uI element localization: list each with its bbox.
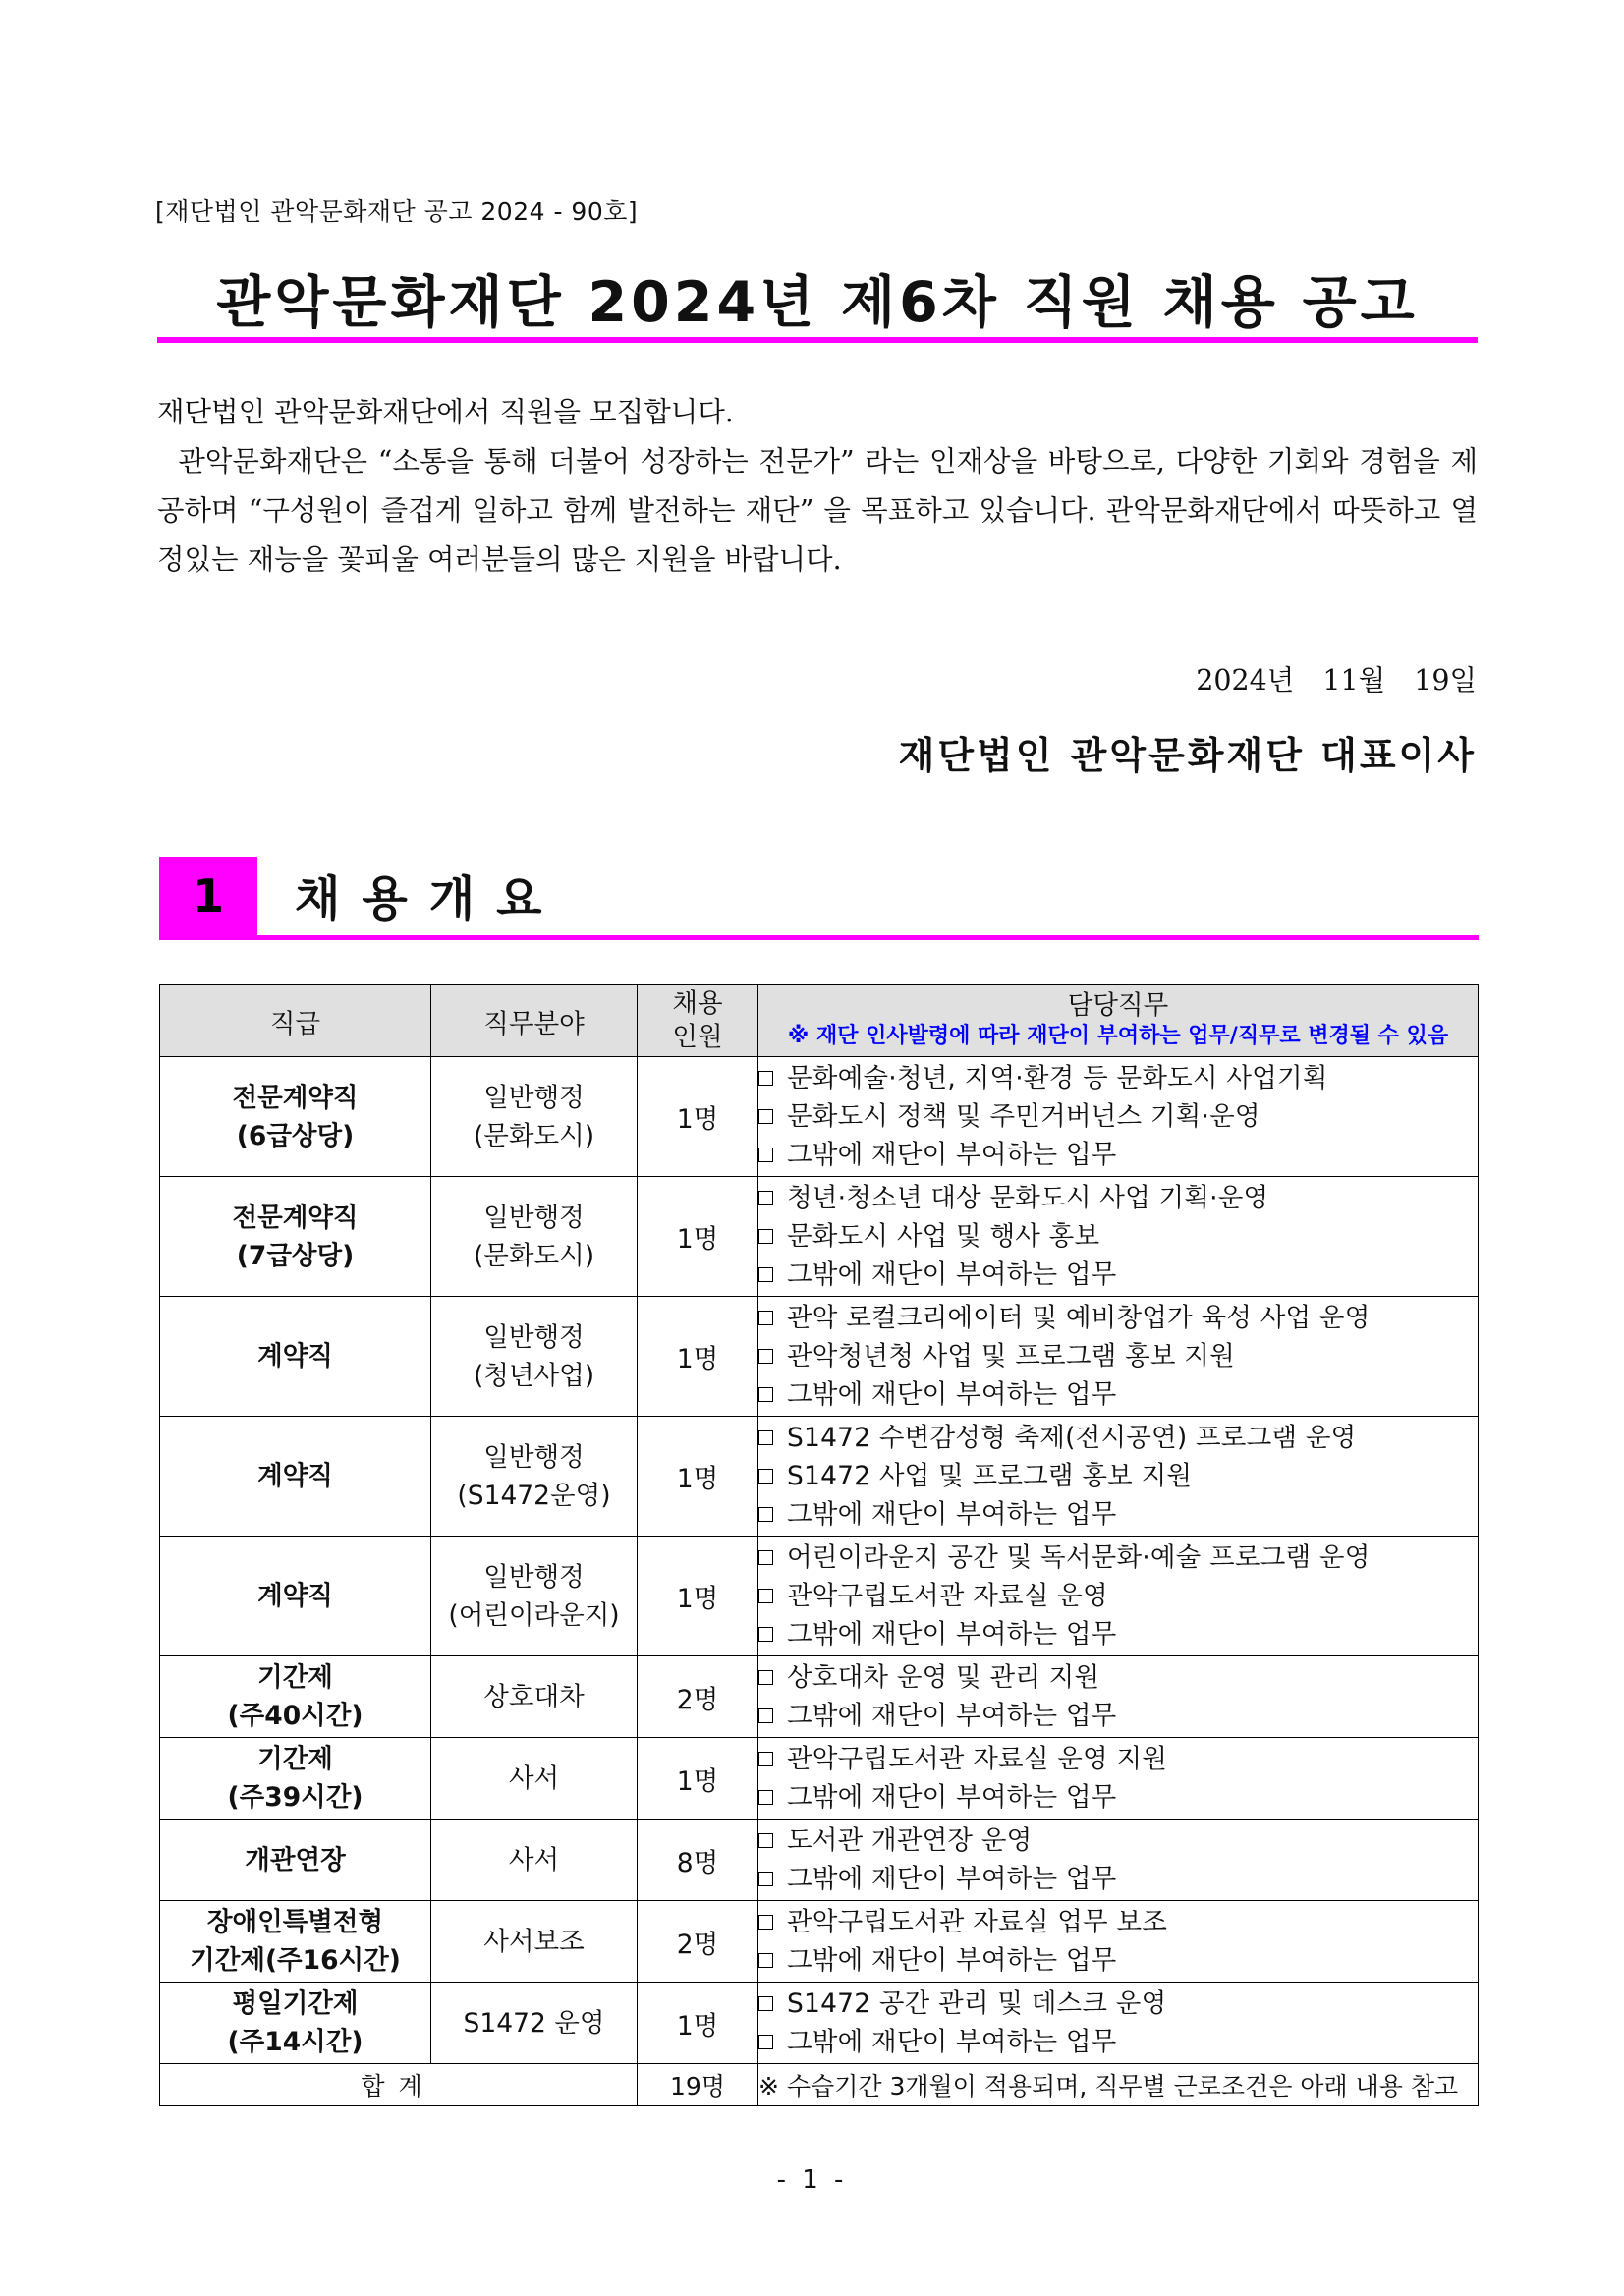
- recruitment-table: [159, 984, 1479, 2106]
- field-text: 일반행정: [483, 1082, 585, 1113]
- checkbox-square-icon: [758, 1267, 773, 1282]
- grade-text: 전문계약직: [232, 1082, 359, 1113]
- grade-text: 계약직: [257, 1341, 333, 1372]
- cell-field: [431, 1820, 638, 1901]
- checkbox-square-icon: [758, 1229, 773, 1244]
- duty-text: 도서관 개관연장 운영: [787, 1825, 1033, 1856]
- cell-grade: [160, 1417, 431, 1537]
- checkbox-square-icon: [758, 1790, 773, 1805]
- cell-grade: [160, 1901, 431, 1983]
- grade-text: 장애인특별전형: [206, 1907, 384, 1937]
- duty-item: [758, 1697, 1478, 1735]
- cell-field: [431, 1901, 638, 1983]
- cell-grade: [160, 1057, 431, 1177]
- cell-field: [431, 1417, 638, 1537]
- cell-duties: [758, 1297, 1479, 1417]
- duty-item: [758, 1860, 1478, 1898]
- cell-field: [431, 1738, 638, 1820]
- grade-text: (주40시간): [227, 1701, 364, 1731]
- duty-text: 문화예술·청년, 지역·환경 등 문화도시 사업기획: [787, 1063, 1328, 1093]
- announcement-date: 2024년 11월 19일: [1196, 664, 1477, 697]
- field-text: 일반행정: [483, 1441, 585, 1473]
- header-count-line1: 채용: [672, 988, 723, 1019]
- field-text: 사서: [508, 1844, 560, 1876]
- duty-text: S1472 사업 및 프로그램 홍보 지원: [787, 1461, 1193, 1491]
- checkbox-square-icon: [758, 1627, 773, 1642]
- page-number: - 1 -: [776, 2165, 848, 2195]
- duty-text: 그밖에 재단이 부여하는 업무: [787, 1701, 1117, 1731]
- table-row: [160, 1057, 1479, 1177]
- cell-count: 1명: [638, 1537, 758, 1656]
- checkbox-square-icon: [758, 1708, 773, 1723]
- duty-item: [758, 1179, 1478, 1217]
- duty-item: [758, 1217, 1478, 1256]
- duty-item: [758, 1985, 1478, 2023]
- page-title: 관악문화재단 2024년 제6차 직원 채용 공고: [216, 270, 1419, 335]
- table-row: [160, 1983, 1479, 2064]
- cell-field: [431, 1057, 638, 1177]
- cell-count: 2명: [638, 1901, 758, 1983]
- cell-duties: [758, 1820, 1479, 1901]
- title-divider: [157, 337, 1478, 343]
- cell-duties: [758, 1983, 1479, 2064]
- grade-text: 계약직: [257, 1581, 333, 1611]
- field-text: (어린이라운지): [448, 1599, 620, 1631]
- duty-text: 그밖에 재단이 부여하는 업무: [787, 1619, 1117, 1650]
- total-label: 합계: [160, 2064, 638, 2106]
- checkbox-square-icon: [758, 1996, 773, 2011]
- cell-field: [431, 1177, 638, 1297]
- duty-item: [758, 1821, 1478, 1860]
- cell-field: [431, 1656, 638, 1738]
- grade-text: 개관연장: [245, 1844, 346, 1876]
- duty-text: S1472 공간 관리 및 데스크 운영: [787, 1988, 1167, 2019]
- header-count: [638, 985, 758, 1057]
- checkbox-square-icon: [758, 2035, 773, 2049]
- header-duties: [758, 985, 1479, 1057]
- grade-text: 평일기간제: [232, 1988, 359, 2019]
- field-text: 상호대차: [483, 1681, 585, 1712]
- grade-text: 기간제(주16시간): [190, 1945, 401, 1976]
- total-count: 19명: [638, 2064, 758, 2106]
- section-divider: [159, 935, 1479, 940]
- notice-number: [재단법인 관악문화재단 공고 2024 - 90호]: [155, 197, 639, 226]
- grade-text: (6급상당): [236, 1120, 355, 1151]
- field-text: 사서보조: [483, 1926, 585, 1957]
- cell-duties: [758, 1656, 1479, 1738]
- duty-item: [758, 1419, 1478, 1457]
- header-grade: 직급: [160, 985, 431, 1057]
- cell-duties: [758, 1057, 1479, 1177]
- cell-field: [431, 1983, 638, 2064]
- duty-text: 청년·청소년 대상 문화도시 사업 기획·운영: [787, 1183, 1269, 1213]
- checkbox-square-icon: [758, 1872, 773, 1886]
- table-row: [160, 1537, 1479, 1656]
- table-total-row: [160, 2064, 1479, 2106]
- checkbox-square-icon: [758, 1833, 773, 1848]
- field-text: (문화도시): [473, 1120, 595, 1151]
- duty-text: 관악구립도서관 자료실 운영: [787, 1581, 1108, 1611]
- duty-text: 어린이라운지 공간 및 독서문화·예술 프로그램 운영: [787, 1542, 1371, 1573]
- cell-duties: [758, 1738, 1479, 1820]
- field-text: 사서: [508, 1763, 560, 1794]
- cell-count: 1명: [638, 1738, 758, 1820]
- cell-duties: [758, 1177, 1479, 1297]
- checkbox-square-icon: [758, 1507, 773, 1522]
- table-row: [160, 1738, 1479, 1820]
- cell-grade: [160, 1738, 431, 1820]
- duty-item: [758, 1375, 1478, 1414]
- cell-field: [431, 1537, 638, 1656]
- duty-item: [758, 1539, 1478, 1577]
- duty-text: 그밖에 재단이 부여하는 업무: [787, 1864, 1117, 1894]
- grade-text: 기간제: [257, 1662, 333, 1693]
- checkbox-square-icon: [758, 1752, 773, 1766]
- table-row: [160, 1656, 1479, 1738]
- duty-item: [758, 1299, 1478, 1337]
- table-row: [160, 1297, 1479, 1417]
- intro-text: [157, 388, 1478, 585]
- duty-item: [758, 1658, 1478, 1697]
- header-field: 직무분야: [431, 985, 638, 1057]
- duty-text: 문화도시 정책 및 주민거버넌스 기획·운영: [787, 1101, 1260, 1132]
- table-row: [160, 1820, 1479, 1901]
- grade-text: (주14시간): [227, 2027, 364, 2057]
- header-duties-label: 담당직무: [1067, 990, 1169, 1021]
- duty-item: [758, 1577, 1478, 1615]
- grade-text: 계약직: [257, 1461, 333, 1491]
- field-text: 일반행정: [483, 1321, 585, 1353]
- grade-text: 전문계약직: [232, 1202, 359, 1233]
- duty-text: 관악구립도서관 자료실 업무 보조: [787, 1907, 1168, 1937]
- duty-text: 그밖에 재단이 부여하는 업무: [787, 1379, 1117, 1410]
- cell-duties: [758, 1901, 1479, 1983]
- field-text: (문화도시): [473, 1240, 595, 1271]
- checkbox-square-icon: [758, 1469, 773, 1484]
- duty-text: 그밖에 재단이 부여하는 업무: [787, 1945, 1117, 1976]
- checkbox-square-icon: [758, 1915, 773, 1930]
- duty-item: [758, 1495, 1478, 1534]
- table-header-row: [160, 985, 1479, 1057]
- cell-count: 2명: [638, 1656, 758, 1738]
- total-note: ※ 수습기간 3개월이 적용되며, 직무별 근로조건은 아래 내용 참고: [758, 2064, 1479, 2106]
- duty-text: 그밖에 재단이 부여하는 업무: [787, 1260, 1117, 1290]
- signer: 재단법인 관악문화재단 대표이사: [898, 734, 1477, 777]
- table-row: [160, 1417, 1479, 1537]
- cell-grade: [160, 1656, 431, 1738]
- header-duties-note: ※ 재단 인사발령에 따라 재단이 부여하는 업무/직무로 변경될 수 있음: [787, 1024, 1449, 1048]
- duty-item: [758, 1740, 1478, 1778]
- cell-grade: [160, 1177, 431, 1297]
- duty-text: 그밖에 재단이 부여하는 업무: [787, 2027, 1117, 2057]
- checkbox-square-icon: [758, 1311, 773, 1325]
- duty-text: 그밖에 재단이 부여하는 업무: [787, 1499, 1117, 1530]
- header-count-line2: 인원: [672, 1022, 723, 1052]
- grade-text: (7급상당): [236, 1240, 355, 1271]
- table-row: [160, 1177, 1479, 1297]
- duty-item: [758, 1136, 1478, 1174]
- duty-item: [758, 1256, 1478, 1294]
- table-body: [160, 1057, 1479, 2106]
- duty-item: [758, 1941, 1478, 1980]
- cell-field: [431, 1297, 638, 1417]
- checkbox-square-icon: [758, 1953, 773, 1968]
- duty-text: 문화도시 사업 및 행사 홍보: [787, 1221, 1100, 1252]
- field-text: (청년사업): [473, 1360, 595, 1391]
- duty-text: 그밖에 재단이 부여하는 업무: [787, 1782, 1117, 1813]
- checkbox-square-icon: [758, 1430, 773, 1445]
- checkbox-square-icon: [758, 1148, 773, 1162]
- duty-item: [758, 1903, 1478, 1941]
- cell-grade: [160, 1820, 431, 1901]
- checkbox-square-icon: [758, 1589, 773, 1603]
- duty-text: 그밖에 재단이 부여하는 업무: [787, 1140, 1117, 1170]
- grade-text: 기간제: [257, 1744, 333, 1774]
- duty-item: [758, 1337, 1478, 1375]
- checkbox-square-icon: [758, 1670, 773, 1685]
- field-text: (S1472운영): [457, 1480, 611, 1511]
- duty-text: 관악청년청 사업 및 프로그램 홍보 지원: [787, 1341, 1235, 1372]
- duty-item: [758, 2023, 1478, 2061]
- cell-count: 8명: [638, 1820, 758, 1901]
- section-number: 1: [159, 857, 257, 935]
- table-row: [160, 1901, 1479, 1983]
- cell-duties: [758, 1537, 1479, 1656]
- cell-count: 1명: [638, 1057, 758, 1177]
- grade-text: (주39시간): [227, 1782, 364, 1813]
- duty-item: [758, 1778, 1478, 1817]
- checkbox-square-icon: [758, 1387, 773, 1402]
- cell-grade: [160, 1297, 431, 1417]
- field-text: 일반행정: [483, 1561, 585, 1593]
- duty-item: [758, 1097, 1478, 1136]
- duty-item: [758, 1615, 1478, 1653]
- checkbox-square-icon: [758, 1550, 773, 1565]
- intro-lead: 재단법인 관악문화재단에서 직원을 모집합니다.: [157, 396, 734, 428]
- cell-duties: [758, 1417, 1479, 1537]
- field-text: S1472 운영: [463, 2007, 605, 2039]
- section-title: 채용개요: [295, 871, 564, 926]
- cell-grade: [160, 1983, 431, 2064]
- duty-text: 관악구립도서관 자료실 운영 지원: [787, 1744, 1168, 1774]
- cell-count: 1명: [638, 1417, 758, 1537]
- duty-text: 관악 로컬크리에이터 및 예비창업가 육성 사업 운영: [787, 1303, 1371, 1333]
- cell-count: 1명: [638, 1177, 758, 1297]
- duty-item: [758, 1457, 1478, 1495]
- duty-item: [758, 1059, 1478, 1097]
- field-text: 일반행정: [483, 1202, 585, 1233]
- checkbox-square-icon: [758, 1071, 773, 1086]
- checkbox-square-icon: [758, 1191, 773, 1205]
- duty-text: S1472 수변감성형 축제(전시공연) 프로그램 운영: [787, 1423, 1357, 1453]
- intro-body: 관악문화재단은 “소통을 통해 더불어 성장하는 전문가” 라는 인재상을 바탕으로, 다양한 기회와 경험을 제공하며 “구성원이 즐겁게 일하고 함께 발전하는 재단” 을 목표하고 있습니다. 관악문화재단에서 따뜻하고 열정있는 재능을 꽃피울 여러분들의 많은 지원을 바랍니다.: [157, 445, 1478, 576]
- cell-count: 1명: [638, 1297, 758, 1417]
- duty-text: 상호대차 운영 및 관리 지원: [787, 1662, 1100, 1693]
- checkbox-square-icon: [758, 1349, 773, 1364]
- cell-grade: [160, 1537, 431, 1656]
- cell-count: 1명: [638, 1983, 758, 2064]
- checkbox-square-icon: [758, 1109, 773, 1124]
